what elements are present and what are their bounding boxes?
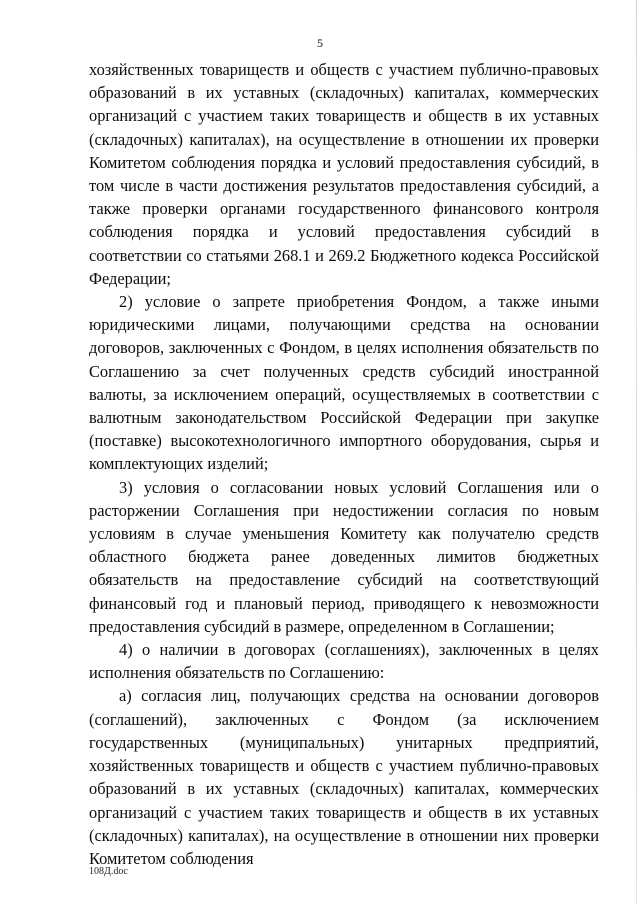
page-edge-shadow bbox=[636, 0, 637, 905]
footer-filename: 108Д.doc bbox=[89, 866, 128, 877]
page-number: 5 bbox=[317, 36, 323, 50]
paragraph-item-2: 2) условие о запрете приобретения Фондом, а также иными юридическими лицами, получающими средства на основании договоров, заключенных с Фондом, в целях исполнения обязательств по Соглашению за счет полученных средств субсидий иностранной валюты, за исключением операций, осуществляемых в соответствии с валютным законодательством Российской Федерации при закупке (поставке) высокотехнологичного импортного оборудования, сырья и комплектующих изделий; bbox=[89, 292, 599, 474]
body-text bbox=[89, 58, 599, 870]
paragraph-continuation: хозяйственных товариществ и обществ с участием публично-правовых образований в их уставных (складочных) капиталах, коммерческих организаций с участием таких товариществ и обществ в их уставных (складочных) капиталах), на осуществление в отношении их проверки Комитетом соблюдения порядка и условий предоставления субсидий, в том числе в части достижения результатов предоставления субсидий, а также проверки органами государственного финансового контроля соблюдения порядка и условий предоставления субсидий в соответствии со статьями 268.1 и 269.2 Бюджетного кодекса Российской Федерации; bbox=[89, 60, 599, 288]
paragraph-item-3: 3) условия о согласовании новых условий Соглашения или о расторжении Соглашения при недостижении согласия по новым условиям в случае уменьшения Комитету как получателю средств областного бюджета ранее доведенных лимитов бюджетных обязательств на предоставление субсидий на соответствующий финансовый год и плановый период, приводящего к невозможности предоставления субсидий в размере, определенном в Соглашении; bbox=[89, 477, 599, 636]
paragraph-subitem-a: а) согласия лиц, получающих средства на основании договоров (соглашений), заключенных с Фондом (за исключением государственных (муниципальных) унитарных предприятий, хозяйственных товариществ и обществ с участием публично-правовых образований в их уставных (складочных) капиталах, коммерческих организаций с участием таких товариществ и обществ в их уставных (складочных) капиталах), на осуществление в отношении них проверки Комитетом соблюдения bbox=[89, 686, 599, 868]
paragraph-item-4: 4) о наличии в договорах (соглашениях), заключенных в целях исполнения обязательств по Соглашению: bbox=[89, 640, 599, 683]
